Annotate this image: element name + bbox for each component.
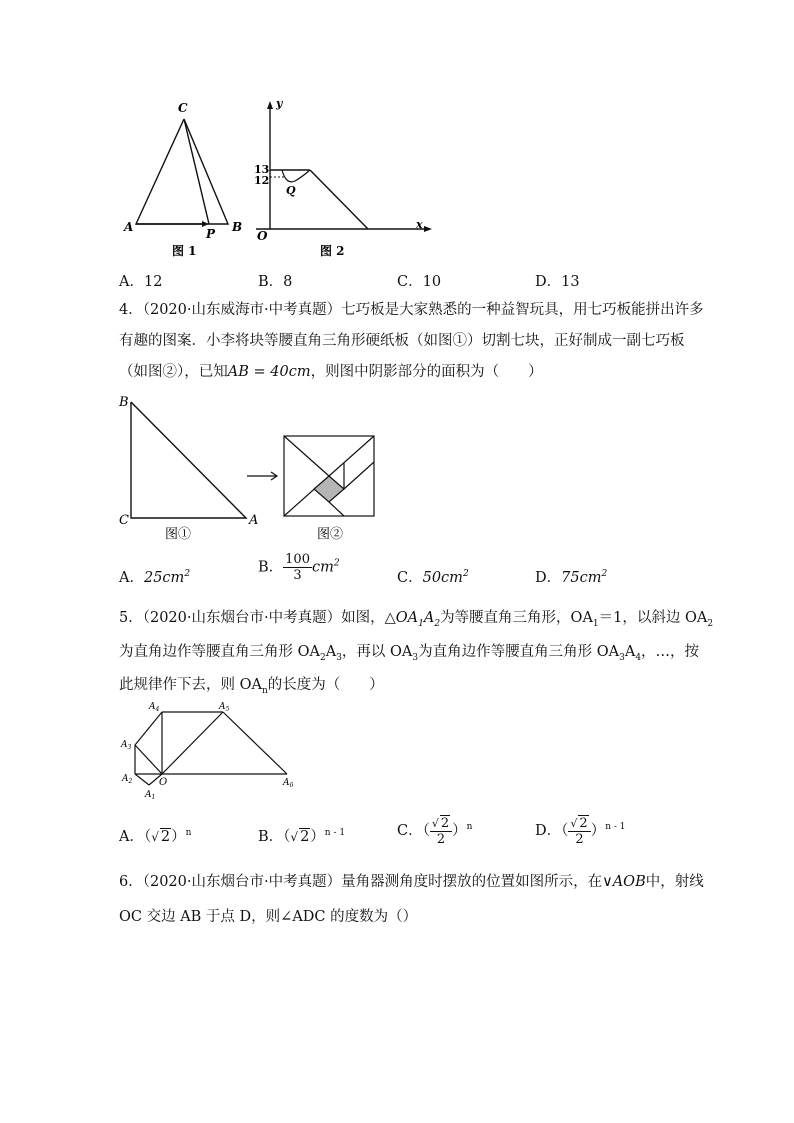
q5-option-d-exp: n - 1 [605, 822, 626, 833]
fig1-label-p: P [206, 227, 216, 241]
q6-line-1-b: 中，射线 [645, 874, 704, 890]
q5-line-1-c: ＝1，以斜边 OA [598, 610, 708, 626]
q5-option-c-den: 2 [436, 832, 446, 847]
q4-option-a-prefix: A． [119, 570, 144, 586]
q4-option-c-value: 50cm [422, 570, 463, 586]
q5-line-2: 为直角边作等腰直角三角形 $OA_2A_3$，再以 $OA_3$为直角边作等腰直角三角形 $OA_3A_4$，…，按 [119, 644, 700, 663]
q4-fig1-label-b: B [119, 395, 129, 410]
q4-option-c-exp: 2 [462, 569, 469, 580]
q4-line-1: 4．（2020·山东威海市·中考真题）七巧板是大家熟悉的一种益智玩具，用七巧板能拼出许多 [119, 302, 704, 318]
q5-label-a4: $A_4$ [149, 702, 160, 713]
q6-line-1 [119, 872, 704, 892]
q4-option-d-exp: 2 [601, 569, 608, 580]
q5-line-3-b: 的长度为（ ） [267, 677, 384, 693]
q6-line-1-triangle: ∨AOB [602, 874, 646, 890]
fig1-label-b: B [232, 220, 243, 234]
q5-option-c-fraction: $\frac{√ 2}{2}$ [430, 815, 452, 847]
q4-option-b-num: 100 [285, 552, 310, 567]
q4-line-3 [119, 362, 543, 382]
fig1-caption: 图 1 [172, 244, 197, 258]
q5-label-a1: $A_1$ [145, 790, 156, 801]
q4-option-a-value: 25cm [143, 570, 185, 586]
q5-label-a3: $A_3$ [121, 740, 132, 751]
fig2-label-12: 12 [254, 174, 270, 187]
q5-option-d-radicand: 2 [579, 816, 588, 831]
q5-label-a5: $A_5$ [219, 702, 230, 713]
q4-option-b-unit: cm [311, 559, 334, 576]
q4-line-3-math: AB = 40cm [227, 364, 311, 380]
q4-figure-1-triangle [131, 402, 246, 518]
q5-option-d-den: 2 [575, 832, 584, 847]
q5-option-c-suffix: ） [452, 823, 467, 839]
q4-fig1-label-a: A [249, 513, 259, 528]
q4-option-a-exp: 2 [184, 569, 191, 580]
q4-option-b[interactable] [258, 552, 340, 583]
q4-option-a[interactable] [119, 566, 190, 587]
q6-line-2: OC 交边 AB 于点 D，则∠ADC 的度数为（） [119, 909, 418, 925]
q3-option-b[interactable]: B．8 [258, 274, 293, 290]
q3-option-c[interactable]: C．10 [397, 274, 442, 290]
q4-fig1-label-c: C [119, 513, 129, 528]
q5-label-a6: $A_6$ [283, 778, 294, 789]
fig1-label-c: C [178, 101, 188, 115]
q5-option-b-prefix: B．（ [258, 829, 291, 845]
q5-line-1-b: 为等腰直角三角形，OA [440, 610, 593, 626]
q5-option-d[interactable] [535, 815, 625, 847]
q5-line-2-d: ，…，按 [641, 644, 700, 660]
q5-option-b[interactable]: B．（√ 2）$^{n - 1}$ [258, 828, 346, 845]
q5-line-3-a: 此规律作下去，则 OA [119, 677, 262, 693]
q5-option-c-prefix: C．（ [397, 823, 430, 839]
shaded-square [314, 476, 344, 502]
q4-line-2: 有趣的图案．小李将块等腰直角三角形硬纸板（如图①）切割七块，正好制成一副七巧板 [119, 333, 685, 349]
q4-option-d[interactable] [535, 566, 607, 587]
q5-line-2-b: ，再以 OA [341, 644, 413, 660]
q5-option-a-exp: n [185, 828, 192, 839]
q4-option-d-value: 75cm [561, 570, 602, 586]
arrow-icon [247, 472, 277, 480]
q4-fig2-caption: 图② [317, 527, 344, 542]
fig2-label-q: Q [286, 184, 296, 197]
fig2-label-13: 13 [254, 163, 270, 176]
q4-option-b-fraction [283, 552, 312, 583]
q4-figure-2-tangram [284, 436, 374, 516]
q4-line-3-pre: （如图②），已知 [119, 364, 228, 380]
fig2-label-y: y [276, 97, 283, 110]
q5-line-1-a: 5．（2020·山东烟台市·中考真题）如图， [119, 610, 385, 626]
q5-line-2-a: 为直角边作等腰直角三角形 OA [119, 644, 320, 660]
q3-option-a[interactable]: A．12 [119, 274, 163, 290]
figure-1-triangle [136, 119, 228, 227]
q5-option-b-exp: n - 1 [324, 828, 346, 839]
q5-line-1-triangle: △OA [384, 610, 419, 626]
q5-option-a-radicand: 2 [160, 829, 171, 845]
q4-option-c[interactable] [397, 566, 469, 587]
q5-option-d-suffix: ） [590, 823, 606, 839]
q5-option-c-exp: n [466, 822, 473, 833]
q5-option-d-prefix: D．（ [535, 823, 569, 839]
q5-label-a2: $A_2$ [122, 774, 133, 785]
q5-option-a-suffix: ） [171, 829, 186, 845]
fig2-label-o: O [257, 229, 268, 243]
q5-option-a-prefix: A．（ [119, 829, 152, 845]
q4-option-b-exp: 2 [333, 558, 340, 569]
q5-option-a[interactable]: A．（√ 2）$^n$ [119, 828, 192, 845]
q3-option-d[interactable]: D．13 [535, 274, 580, 290]
q5-figure [115, 698, 300, 803]
q5-option-b-suffix: ） [310, 829, 325, 845]
q4-option-d-prefix: D． [535, 570, 562, 586]
q4-line-3-post: ，则图中阴影部分的面积为（ ） [310, 364, 543, 380]
top-figures [110, 95, 440, 260]
q4-option-c-prefix: C． [397, 570, 423, 586]
q5-line-1: 5．（2020·山东烟台市·中考真题）如图，$\triangle OA_1A_2$为等腰直角三角形，$OA_1=1$，以斜边 $OA_2$ [119, 610, 714, 629]
figure-2-graph [256, 101, 432, 232]
q5-option-d-fraction: $\frac{√ 2}{2}$ [568, 815, 590, 847]
fig2-caption: 图 2 [320, 244, 345, 258]
fig2-label-x: x [416, 218, 423, 231]
q5-option-c-radicand: 2 [440, 816, 450, 831]
q4-fig1-caption: 图① [165, 527, 192, 542]
q5-line-2-c: 为直角边作等腰直角三角形 OA [418, 644, 620, 660]
q4-option-b-den: 3 [293, 568, 302, 583]
q5-label-o: O [159, 777, 168, 788]
q4-option-b-prefix: B． [258, 559, 284, 576]
fig1-label-a: A [124, 220, 134, 234]
q5-option-b-radicand: 2 [300, 829, 310, 845]
q5-option-c[interactable] [397, 815, 472, 847]
q5-line-3-sub: n [261, 685, 268, 696]
q5-line-3 [119, 675, 384, 701]
q6-line-1-a: 6．（2020·山东烟台市·中考真题）量角器测角度时摆放的位置如图所示，在 [119, 874, 603, 890]
q4-figures [115, 390, 385, 545]
